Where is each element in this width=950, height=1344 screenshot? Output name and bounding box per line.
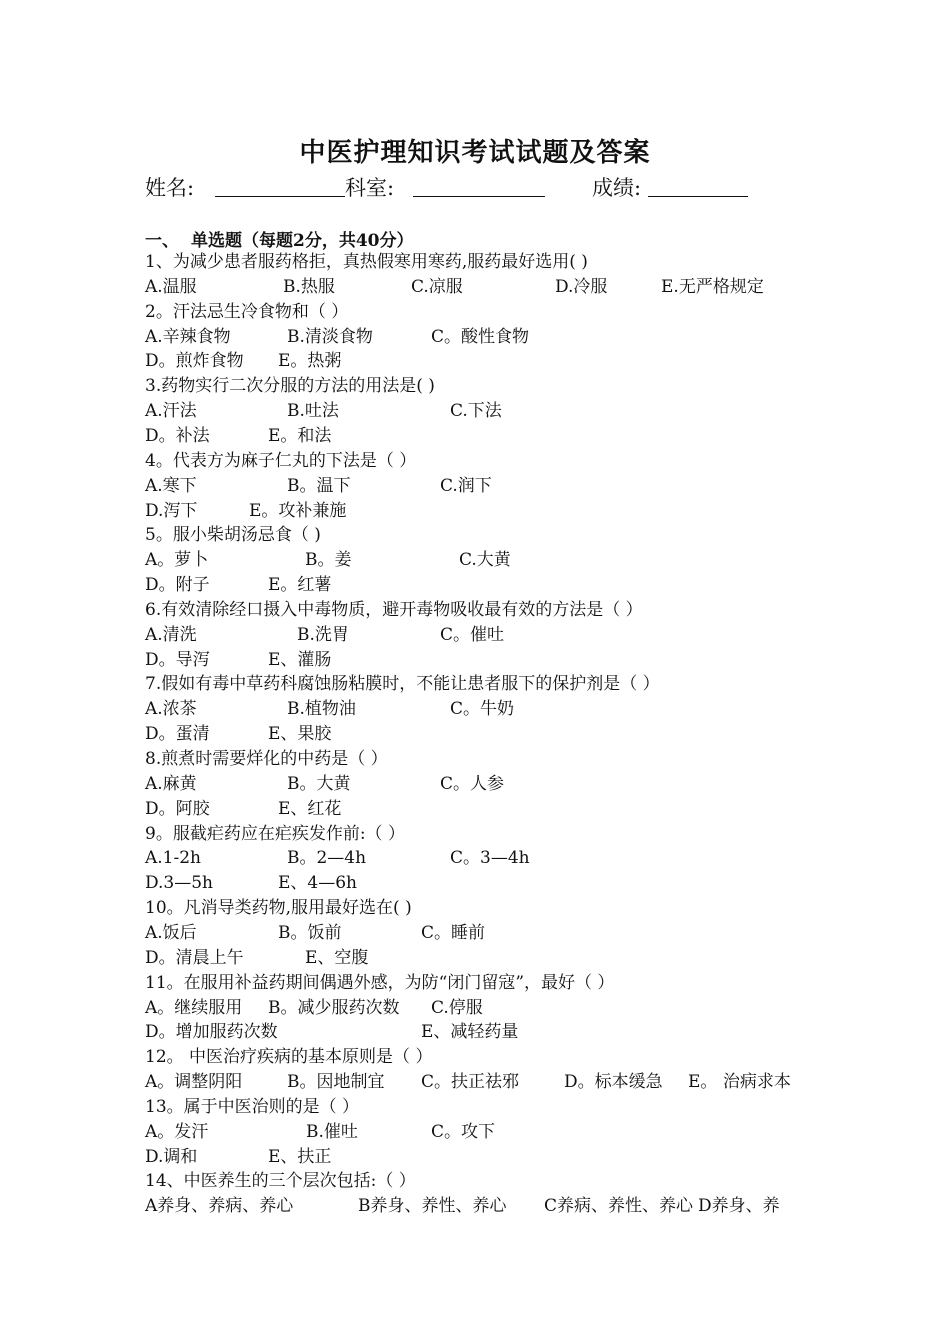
option-text: E、红花 xyxy=(278,798,342,819)
option-text: A.寒下 xyxy=(145,475,197,496)
option-text: B。减少服药次数 xyxy=(268,997,400,1018)
question-text: 4。代表方为麻子仁丸的下法是（ ） xyxy=(145,450,417,471)
option-text: E、灌肠 xyxy=(268,649,332,670)
question-line xyxy=(145,449,825,474)
question-line xyxy=(145,747,825,772)
option-text: D。阿胶 xyxy=(145,798,210,819)
options-line xyxy=(145,772,825,797)
option-text: A。萝卜 xyxy=(145,550,209,571)
option-text: A。继续服用 xyxy=(145,997,243,1018)
options-line xyxy=(145,946,825,971)
score-label: 成绩: xyxy=(592,176,642,200)
option-text: B。2—4h xyxy=(287,848,367,869)
options-line xyxy=(145,846,825,871)
option-text: A养身、养病、养心 xyxy=(145,1196,294,1217)
question-line xyxy=(145,523,825,548)
question-line xyxy=(145,300,825,325)
question-text: 5。服小柴胡汤忌食（ ) xyxy=(145,525,321,546)
options-line xyxy=(145,499,825,524)
options-line xyxy=(145,1120,825,1145)
options-line xyxy=(145,349,825,374)
question-text: 11。在服用补益药期间偶遇外感，为防“闭门留寇”，最好（ ） xyxy=(145,972,615,993)
option-text: C.润下 xyxy=(440,475,492,496)
option-text: D。蛋清 xyxy=(145,724,210,745)
option-text: C。3—4h xyxy=(450,848,530,869)
option-text: B。姜 xyxy=(305,550,352,571)
option-text: E。攻补兼施 xyxy=(249,500,347,521)
option-text: A.饭后 xyxy=(145,922,197,943)
question-text: 1、为减少患者服药格拒，真热假寒用寒药,服药最好选用( ) xyxy=(145,252,588,272)
option-text: B.洗胃 xyxy=(297,624,349,645)
option-text: C。人参 xyxy=(440,773,505,794)
option-text: A。调整阴阳 xyxy=(145,1072,243,1093)
option-text: C.凉服 xyxy=(411,276,463,297)
section-heading xyxy=(145,226,414,251)
document-title: 中医护理知识考试试题及答案 xyxy=(299,138,651,168)
options-line xyxy=(145,474,825,499)
option-text: C。牛奶 xyxy=(450,699,515,720)
option-text: D。增加服药次数 xyxy=(145,1022,278,1043)
options-line xyxy=(145,797,825,822)
option-text: A.辛辣食物 xyxy=(145,326,231,347)
question-line xyxy=(145,374,825,399)
question-text: 12。 中医治疗疾病的基本原则是（ ） xyxy=(145,1047,433,1068)
option-text: D.调和 xyxy=(145,1146,198,1167)
option-text: D。附子 xyxy=(145,575,210,596)
option-text: D。煎炸食物 xyxy=(145,351,244,372)
option-text: A.麻黄 xyxy=(145,773,197,794)
question-text: 2。汗法忌生冷食物和（ ） xyxy=(145,301,349,322)
option-text: D.冷服 xyxy=(555,276,608,297)
option-text: E、果胶 xyxy=(268,724,332,745)
question-line xyxy=(145,1095,825,1120)
option-text: C.下法 xyxy=(450,401,502,422)
option-text: B.吐法 xyxy=(287,401,339,422)
section-title: 单选题（每题2分，共40分） xyxy=(191,231,414,251)
info-row xyxy=(145,172,845,202)
option-text: D.泻下 xyxy=(145,500,198,521)
options-line xyxy=(145,399,825,424)
section-number: 一、 xyxy=(145,231,179,251)
option-text: C。扶正祛邪 xyxy=(421,1072,520,1093)
option-text: D。清晨上午 xyxy=(145,947,244,968)
question-line xyxy=(145,598,825,623)
option-text: A.温服 xyxy=(145,276,197,297)
option-text: E、扶正 xyxy=(268,1146,332,1167)
option-text: B.植物油 xyxy=(287,699,356,720)
option-text: C。攻下 xyxy=(431,1121,496,1142)
option-text: B.热服 xyxy=(283,276,335,297)
options-line xyxy=(145,722,825,747)
name-label: 姓名: xyxy=(145,176,195,200)
option-text: D。标本缓急 xyxy=(564,1072,663,1093)
option-text: A.1-2h xyxy=(145,848,202,869)
option-text: E。 治病求本 xyxy=(688,1072,791,1093)
option-text: E、减轻药量 xyxy=(421,1022,519,1043)
option-text: C.停服 xyxy=(431,997,483,1018)
options-line xyxy=(145,275,825,300)
option-text: A.浓茶 xyxy=(145,699,197,720)
score-blank[interactable] xyxy=(648,172,748,197)
option-text: C。睡前 xyxy=(421,922,486,943)
option-text: B.清淡食物 xyxy=(287,326,373,347)
option-text: B。大黄 xyxy=(287,773,351,794)
options-line xyxy=(145,1070,825,1095)
question-line xyxy=(145,1169,825,1194)
option-text: D.3—5h xyxy=(145,873,214,894)
question-line xyxy=(145,672,825,697)
option-text: B.催吐 xyxy=(306,1121,358,1142)
options-line xyxy=(145,1194,825,1219)
option-text: C。酸性食物 xyxy=(431,326,530,347)
options-line xyxy=(145,424,825,449)
options-line xyxy=(145,697,825,722)
option-text: C养病、养性、养心 xyxy=(544,1196,694,1217)
question-text: 13。属于中医治则的是（ ） xyxy=(145,1096,360,1117)
option-text: D。补法 xyxy=(145,425,210,446)
question-text: 6.有效清除经口摄入中毒物质，避开毒物吸收最有效的方法是（ ） xyxy=(145,599,643,620)
option-text: C。催吐 xyxy=(440,624,505,645)
option-text: A.汗法 xyxy=(145,401,197,422)
options-line xyxy=(145,1020,825,1045)
option-text: B。因地制宜 xyxy=(287,1072,385,1093)
question-text: 10。凡消导类药物,服用最好选在( ) xyxy=(145,898,412,919)
question-text: 8.煎煮时需要烊化的中药是（ ） xyxy=(145,749,388,769)
question-line xyxy=(145,250,825,275)
question-text: 7.假如有毒中草药科腐蚀肠粘膜时，不能让患者服下的保护剂是（ ） xyxy=(145,674,660,695)
option-text: E、空腹 xyxy=(305,947,369,968)
options-line xyxy=(145,573,825,598)
options-line xyxy=(145,996,825,1021)
options-line xyxy=(145,1145,825,1170)
name-blank[interactable] xyxy=(215,172,345,197)
question-text: 3.药物实行二次分服的方法的用法是( ) xyxy=(145,376,435,397)
question-line xyxy=(145,822,825,847)
option-text: E。红薯 xyxy=(268,575,332,596)
option-text: A。发汗 xyxy=(145,1121,209,1142)
option-text: E。热粥 xyxy=(278,351,342,372)
options-line xyxy=(145,648,825,673)
options-line xyxy=(145,921,825,946)
dept-label: 科室: xyxy=(345,176,395,200)
option-text: E、4—6h xyxy=(278,873,357,894)
options-line xyxy=(145,871,825,896)
question-line xyxy=(145,971,825,996)
question-line xyxy=(145,1045,825,1070)
option-text: D。导泻 xyxy=(145,649,210,670)
option-text: B养身、养性、养心 xyxy=(358,1196,507,1217)
option-text: B。饭前 xyxy=(278,922,342,943)
options-line xyxy=(145,623,825,648)
option-text: E。和法 xyxy=(268,425,332,446)
question-line xyxy=(145,896,825,921)
options-line xyxy=(145,548,825,573)
option-text: D养身、养 xyxy=(698,1196,780,1217)
dept-blank[interactable] xyxy=(413,172,545,197)
options-line xyxy=(145,325,825,350)
option-text: B。温下 xyxy=(287,475,351,496)
option-text: C.大黄 xyxy=(459,550,511,571)
option-text: A.清洗 xyxy=(145,624,197,645)
option-text: E.无严格规定 xyxy=(661,276,764,297)
question-text: 9。服截疟药应在疟疾发作前:（ ） xyxy=(145,823,405,844)
question-text: 14、中医养生的三个层次包括:（ ） xyxy=(145,1171,416,1192)
